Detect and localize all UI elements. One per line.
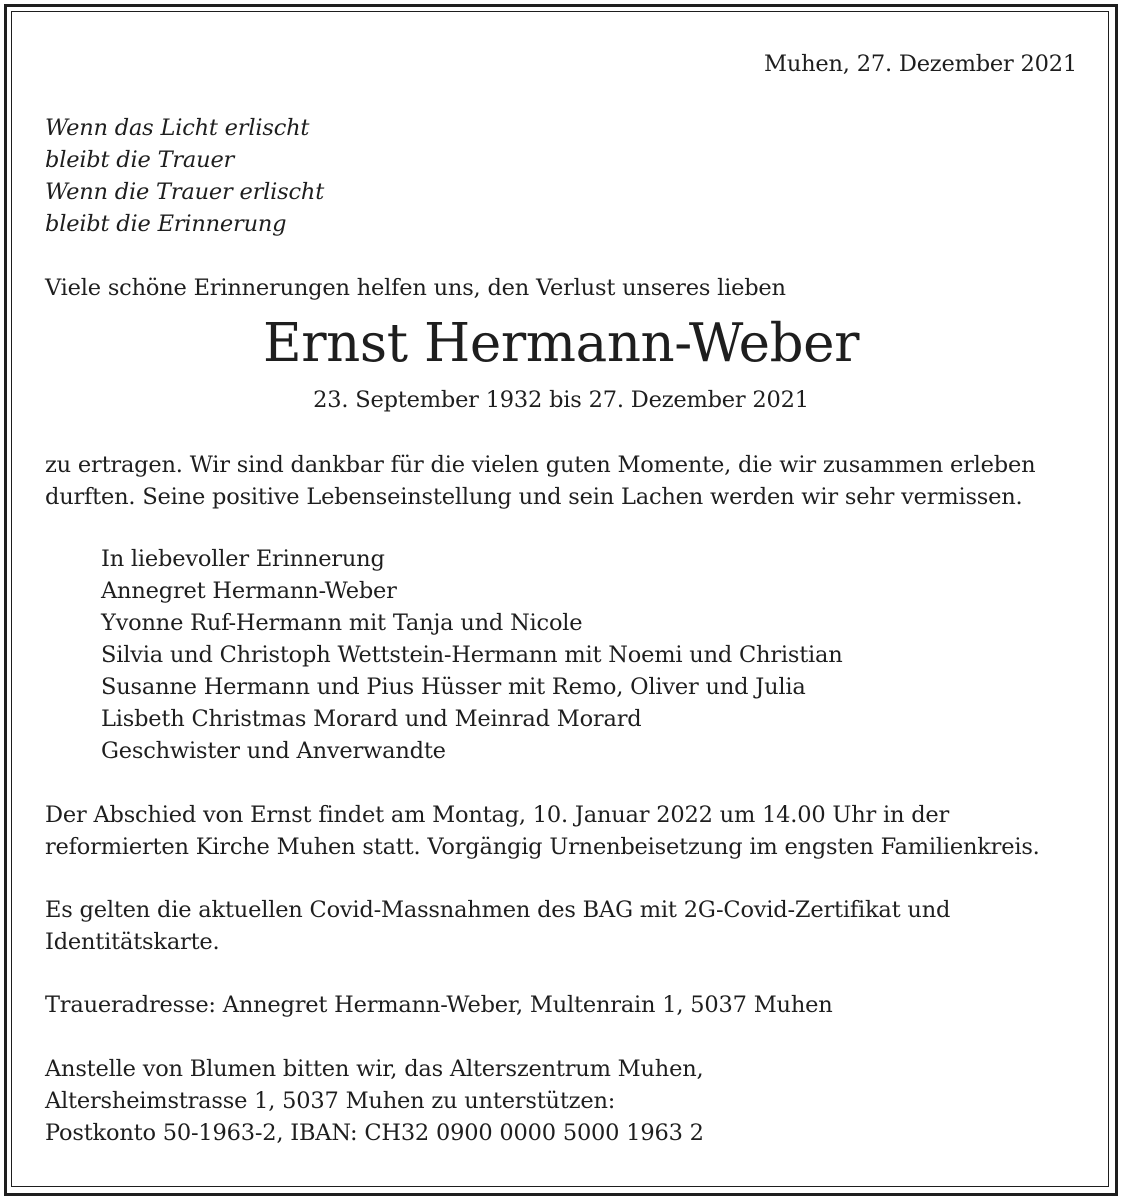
mourner-line: Silvia und Christoph Wettstein-Hermann mit Noemi und Christian bbox=[101, 642, 843, 668]
mourner-line: Lisbeth Christmas Morard und Meinrad Morard bbox=[101, 706, 642, 732]
poem bbox=[45, 112, 324, 240]
poem-line: Wenn die Trauer erlischt bbox=[45, 179, 325, 205]
intro-text: Viele schöne Erinnerungen helfen uns, den Verlust unseres lieben bbox=[45, 275, 786, 301]
ceremony-line: reformierten Kirche Muhen statt. Vorgängig Urnenbeisetzung im engsten Familienkreis. bbox=[45, 834, 1040, 860]
donation-line: Altersheimstrasse 1, 5037 Muhen zu unterstützen: bbox=[45, 1088, 616, 1114]
mourner-line: Yvonne Ruf-Hermann mit Tanja und Nicole bbox=[101, 610, 583, 636]
mourner-line: Geschwister und Anverwandte bbox=[101, 738, 446, 764]
donation-line: Postkonto 50-1963-2, IBAN: CH32 0900 0000 5000 1963 2 bbox=[45, 1120, 704, 1146]
covid-paragraph bbox=[45, 894, 1077, 958]
deceased-name: Ernst Hermann-Weber bbox=[262, 313, 860, 374]
poem-line: Wenn das Licht erlischt bbox=[45, 115, 310, 141]
mourning-address: Traueradresse: Annegret Hermann-Weber, Multenrain 1, 5037 Muhen bbox=[45, 992, 833, 1018]
ceremony-line: Der Abschied von Ernst findet am Montag, 10. Januar 2022 um 14.00 Uhr in der bbox=[45, 802, 950, 828]
ceremony-paragraph bbox=[45, 799, 1077, 863]
mourner-line: Annegret Hermann-Weber bbox=[101, 578, 397, 604]
mourners-list bbox=[101, 543, 843, 767]
life-dates: 23. September 1932 bis 27. Dezember 2021 bbox=[313, 387, 809, 413]
body-paragraph bbox=[45, 449, 1077, 513]
donation-line: Anstelle von Blumen bitten wir, das Alterszentrum Muhen, bbox=[45, 1056, 704, 1082]
mourner-line: Susanne Hermann und Pius Hüsser mit Remo, Oliver und Julia bbox=[101, 674, 806, 700]
covid-line: Identitätskarte. bbox=[45, 929, 220, 955]
body-line: durften. Seine positive Lebenseinstellung und sein Lachen werden wir sehr vermissen. bbox=[45, 484, 1023, 510]
poem-line: bleibt die Erinnerung bbox=[45, 211, 287, 237]
mourner-line: In liebevoller Erinnerung bbox=[101, 546, 385, 572]
covid-line: Es gelten die aktuellen Covid-Massnahmen des BAG mit 2G-Covid-Zertifikat und bbox=[45, 897, 951, 923]
donation-paragraph bbox=[45, 1053, 704, 1149]
poem-line: bleibt die Trauer bbox=[45, 147, 235, 173]
place-date: Muhen, 27. Dezember 2021 bbox=[763, 51, 1077, 77]
body-line: zu ertragen. Wir sind dankbar für die vielen guten Momente, die wir zusammen erleben bbox=[45, 452, 1036, 478]
